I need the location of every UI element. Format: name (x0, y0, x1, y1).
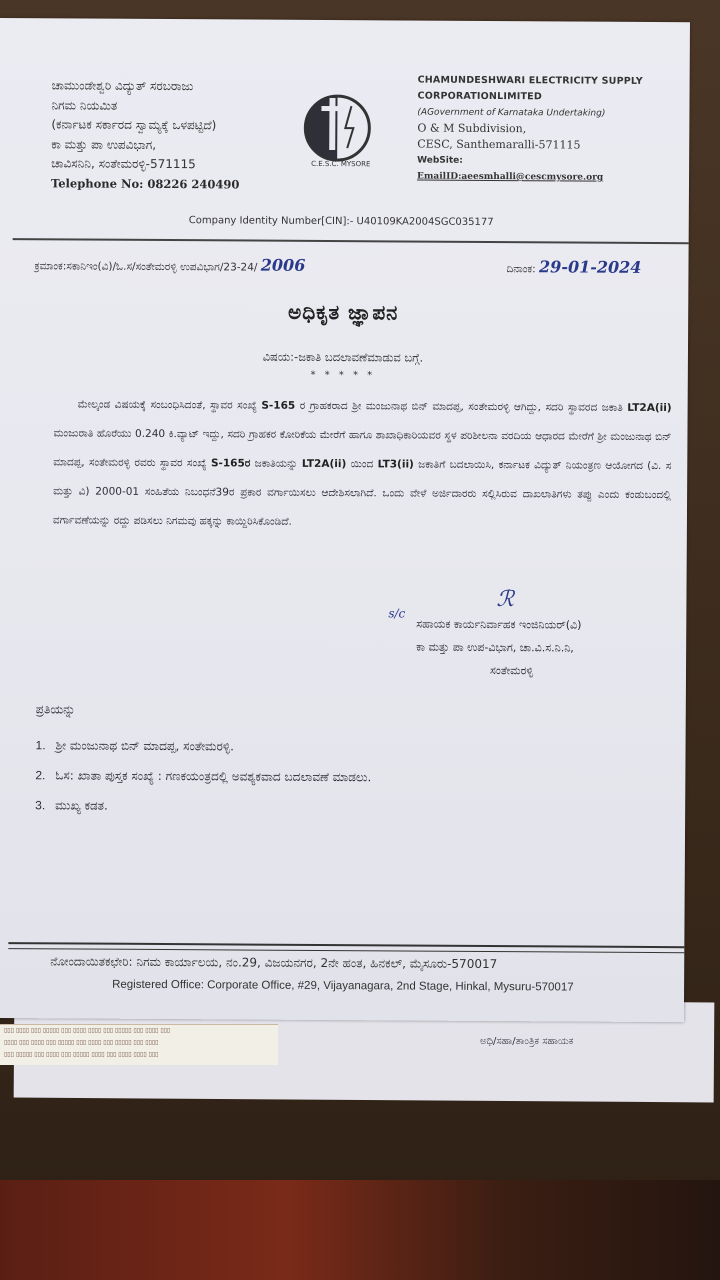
memo-subject: ವಿಷಯ:-ಜಕಾತಿ ಬದಲಾವಣೆಮಾಡುವ ಬಗ್ಗೆ. (262, 349, 424, 365)
tariff-new: LT3(ii) (377, 458, 414, 471)
cesc-logo (299, 88, 379, 168)
govt-undertaking-english: (AGovernment of Karnataka Undertaking) (417, 107, 606, 119)
list-item: 2. ಓಸ: ಖಾತಾ ಪುಸ್ತಕ ಸಂಖ್ಯೆ : ಗಣಕಯಂತ್ರದಲ್ಲಿ ಅವಶ್ಯಕವಾದ ಬದಲಾವಣೆ ಮಾಡಲು. (35, 768, 372, 785)
signatory-office: ಕಾ ಮತ್ತು ಪಾ ಉಪ-ವಿಭಾಗ, ಚಾ.ವಿ.ಸ.ನಿ.ನಿ, (416, 640, 574, 655)
signature-block (416, 613, 582, 683)
letterhead-left (51, 76, 240, 194)
separator-stars: * * * * * (310, 369, 376, 382)
list-item: 1. ಶ್ರೀ ಮಂಜುನಾಥ ಬಿನ್ ಮಾದಪ್ಪ, ಸಂತೇಮರಳ್ಳಿ. (35, 738, 235, 754)
footer-divider (8, 942, 684, 948)
footer-divider-thin (8, 948, 684, 953)
table-cloth (0, 1180, 720, 1280)
underlying-sheet-text: ಅಧಿ/ಸಹಾ/ತಾಂತ್ರಿಕ ಸಹಾಯಕ (480, 1036, 574, 1047)
signature-mark: ℛ (496, 587, 515, 613)
reference-line (34, 254, 305, 275)
memo-body: ಮೇಲ್ಕಂಡ ವಿಷಯಕ್ಕೆ ಸಂಬಂಧಿಸಿದಂತೆ, ಸ್ಥಾವರ ಸಂಖ್ಯೆ S-165 ರ ಗ್ರಾಹಕರಾದ ಶ್ರೀ ಮಂಜುನಾಥ ಬಿನ್ ಮಾದಪ್ಪ, ಸಂತೇಮರಳ್ಳಿ ಆಗಿದ್ದು, ಸದರಿ ಸ್ಥಾವರದ ಜಕಾತಿ LT2A(ii) ಮಂಜುರಾತಿ ಹೊರೆಯು 0.240 ಕಿ.ವ್ಯಾಟ್ ಇದ್ದು, ಸದರಿ ಗ್ರಾಹಕರ ಕೋರಿಕೆಯ ಮೇರೆಗೆ ಹಾಗೂ ಶಾಖಾಧಿಕಾರಿಯವರ ಸ್ಥಳ ಪರಿಶೀಲನಾ ವರದಿಯ ಆಧಾರದ ಮೇರೆಗೆ ಶ್ರೀ ಮಂಜುನಾಥ ಬಿನ್ ಮಾದಪ್ಪ, ಸಂತೇಮರಳ್ಳಿ ರವರು ಸ್ಥಾವರ ಸಂಖ್ಯೆ S-165ರ ಜಕಾತಿಯನ್ನು LT2A(ii) ಯಿಂದ LT3(ii) ಜಕಾತಿಗೆ ಬದಲಾಯಿಸಿ, ಕರ್ನಾಟಕ ವಿದ್ಯುತ್ ನಿಯಂತ್ರಣ ಆಯೋಗದ (ವಿ. ಸ ಮತ್ತು ವಿ) 2000-01 ಸಂಹಿತೆಯ ನಿಬಂಧನೆ39ರ ಪ್ರಕಾರ ವರ್ಗಾಯಿಸಲು ಆದೇಶಿಸಲಾಗಿದೆ. ಒಂದು ವೇಳೆ ಅರ್ಜಿದಾರರು ಸಲ್ಲಿಸಿರುವ ದಾಖಲಾತಿಗಳು ತಪ್ಪು ಎಂದು ಕಂಡುಬಂದಲ್ಲಿ ವರ್ಗಾವಣೆಯನ್ನು ರದ್ದು ಪಡಿಸಲು ನಿಗಮವು ಹಕ್ಕನ್ನು ಕಾಯ್ದಿರಿಸಿಕೊಂಡಿದೆ. (52, 398, 672, 528)
signatory-place: ಸಂತೇಮರಳ್ಳಿ (489, 664, 534, 678)
company-name-kannada: ಚಾಮುಂಡೇಶ್ವರಿ ವಿದ್ಯುತ್ ಸರಬರಾಜು (51, 78, 194, 94)
registered-office-kannada: ನೋಂದಾಯಿತಕಛೇರಿ: ನಿಗಮ ಕಾರ್ಯಾಲಯ, ನಂ.29, ವಿಜಯನಗರ, 2ನೇ ಹಂತ, ಹಿನಕಲ್, ಮೈಸೂರು-570017 (50, 954, 498, 972)
email-address[interactable]: EmailID:aeesmhalli@cescmysore.org (417, 171, 604, 183)
date-value: 29-01-2024 (539, 257, 642, 277)
list-item: 3. ಮುಖ್ಯ ಕಡತ. (35, 798, 108, 813)
registered-office-english: Registered Office: Corporate Office, #29, Vijayanagara, 2nd Stage, Hinkal, Mysuru-570017 (112, 978, 574, 994)
header-divider (13, 238, 689, 244)
copies-heading: ಪ್ರತಿಯನ್ನು (35, 702, 76, 717)
logo-text: C.E.S.C. MYSORE (311, 159, 371, 169)
signatory-designation: ಸಹಾಯಕ ಕಾರ್ಯನಿರ್ವಾಹಕ ಇಂಜಿನಿಯರ್(ವಿ) (416, 617, 582, 632)
address-kannada: ಚಾವಿಸನಿನಿ, ಸಂತೇಮರಳ್ಳಿ-571115 (51, 156, 196, 172)
address-english: CESC, Santhemaralli-571115 (417, 137, 581, 152)
installation-number: S-165 (261, 399, 296, 412)
date-label: ದಿನಾಂಕ: (506, 263, 536, 276)
printed-strip: ▯▯▯ ▯▯▯▯ ▯▯▯ ▯▯▯▯▯ ▯▯▯ ▯▯▯▯ ▯▯▯▯ ▯▯▯ ▯▯▯▯▯ ▯▯▯ ▯▯▯▯ ▯▯▯ ▯▯▯▯ ▯▯▯ ▯▯▯▯ ▯▯▯ ▯▯▯▯▯ ▯▯▯ ▯▯▯▯ ▯▯▯ ▯▯▯▯▯ ▯▯▯ ▯▯▯▯ ▯▯▯ ▯▯▯▯▯ ▯▯▯ ▯▯▯▯ ▯▯▯ ▯▯▯▯▯ ▯▯▯▯ ▯▯▯ ▯▯▯▯ ▯▯▯▯ ▯▯▯ (0, 1024, 278, 1065)
memo-title: ಅಧಿಕೃತ ಜ್ಞಾಪನ (288, 299, 399, 325)
letterhead-right (417, 73, 643, 186)
tariff-old-2: LT2A(ii) (301, 457, 347, 471)
reference-label: ಕ್ರಮಾಂಕ:ಸಕಾನಿಇಂ(ವಿ)/ಓ.ಸ/ಸಂತೇಮರಳ್ಳಿ ಉಪವಿಭಾಗ/23-24/ (34, 260, 258, 274)
telephone: Telephone No: 08226 240490 (50, 175, 240, 191)
tariff-old: LT2A(ii) (627, 401, 672, 415)
company-name-kannada-2: ನಿಗಮ ನಿಯಮಿತ (51, 97, 118, 113)
govt-undertaking-kannada: (ಕರ್ನಾಟಕ ಸರ್ಕಾರದ ಸ್ವಾಮ್ಯಕ್ಕೆ ಒಳಪಟ್ಟಿದೆ) (51, 117, 217, 133)
company-cin: Company Identity Number[CIN]:- U40109KA2004SGC035177 (188, 215, 494, 229)
installation-number-2: S-165ರ (210, 457, 251, 470)
subdivision-english: O & M Subdivision, (417, 121, 527, 136)
copies-list (35, 730, 371, 822)
website-label: WebSite: (417, 155, 463, 166)
company-name-english-2: CORPORATIONLIMITED (417, 90, 542, 103)
reference-number: 2006 (260, 255, 306, 275)
memo-sheet (0, 18, 690, 1022)
subdivision-kannada: ಕಾ ಮತ್ತು ಪಾ ಉಪವಿಭಾಗ, (51, 136, 157, 152)
date-line (506, 257, 641, 277)
signature-initials: s/c (388, 606, 406, 621)
company-name-english: CHAMUNDESHWARI ELECTRICITY SUPPLY (417, 74, 643, 87)
